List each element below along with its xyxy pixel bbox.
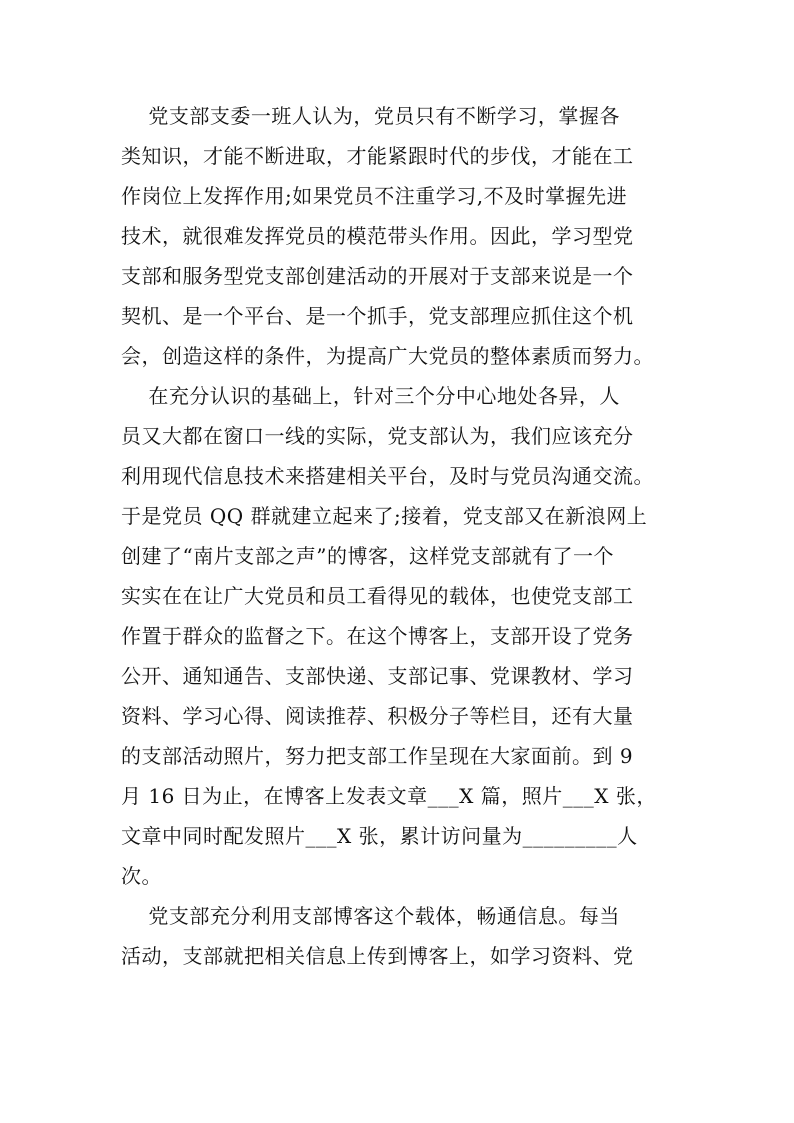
text-line: 契机、是一个平台、是一个抓手，党支部理应抓住这个机 [121, 304, 634, 328]
paragraph-1 [121, 96, 681, 376]
text-line: 党支部充分利用支部博客这个载体，畅通信息。每当 [121, 904, 620, 928]
text-line: 利用现代信息技术来搭建相关平台，及时与党员沟通交流。 [121, 464, 654, 488]
text-line: 次。 [121, 864, 162, 888]
text-line: 创建了“南片支部之声”的博客，这样党支部就有了一个 [121, 544, 614, 568]
paragraph-3 [121, 896, 681, 976]
text-line: 月 16 日为止，在博客上发表文章___X 篇，照片___X 张， [121, 784, 657, 808]
text-line: 活动，支部就把相关信息上传到博客上，如学习资料、党 [121, 944, 634, 968]
text-line: 于是党员 QQ 群就建立起来了;接着，党支部又在新浪网上 [121, 504, 648, 528]
paragraph-2 [121, 376, 681, 896]
document-body [121, 96, 681, 976]
text-line: 在充分认识的基础上，针对三个分中心地处各异，人 [121, 384, 620, 408]
text-line: 资料、学习心得、阅读推荐、积极分子等栏目，还有大量 [121, 704, 634, 728]
text-line: 员又大都在窗口一线的实际，党支部认为，我们应该充分 [121, 424, 634, 448]
text-line: 的支部活动照片，努力把支部工作呈现在大家面前。到 9 [121, 744, 634, 768]
text-line: 会，创造这样的条件，为提高广大党员的整体素质而努力。 [121, 344, 654, 368]
text-line: 文章中同时配发照片___X 张，累计访问量为_________人 [121, 824, 638, 848]
text-line: 作置于群众的监督之下。在这个博客上，支部开设了党务 [121, 624, 634, 648]
text-line: 作岗位上发挥作用;如果党员不注重学习,不及时掌握先进 [121, 184, 628, 208]
text-line: 类知识，才能不断进取，才能紧跟时代的步伐，才能在工 [121, 144, 634, 168]
text-line: 公开、通知通告、支部快递、支部记事、党课教材、学习 [121, 664, 634, 688]
text-line: 技术，就很难发挥党员的模范带头作用。因此，学习型党 [121, 224, 634, 248]
text-line: 党支部支委一班人认为，党员只有不断学习，掌握各 [121, 104, 620, 128]
text-line: 支部和服务型党支部创建活动的开展对于支部来说是一个 [121, 264, 634, 288]
text-line: 实实在在让广大党员和员工看得见的载体，也使党支部工 [121, 584, 634, 608]
